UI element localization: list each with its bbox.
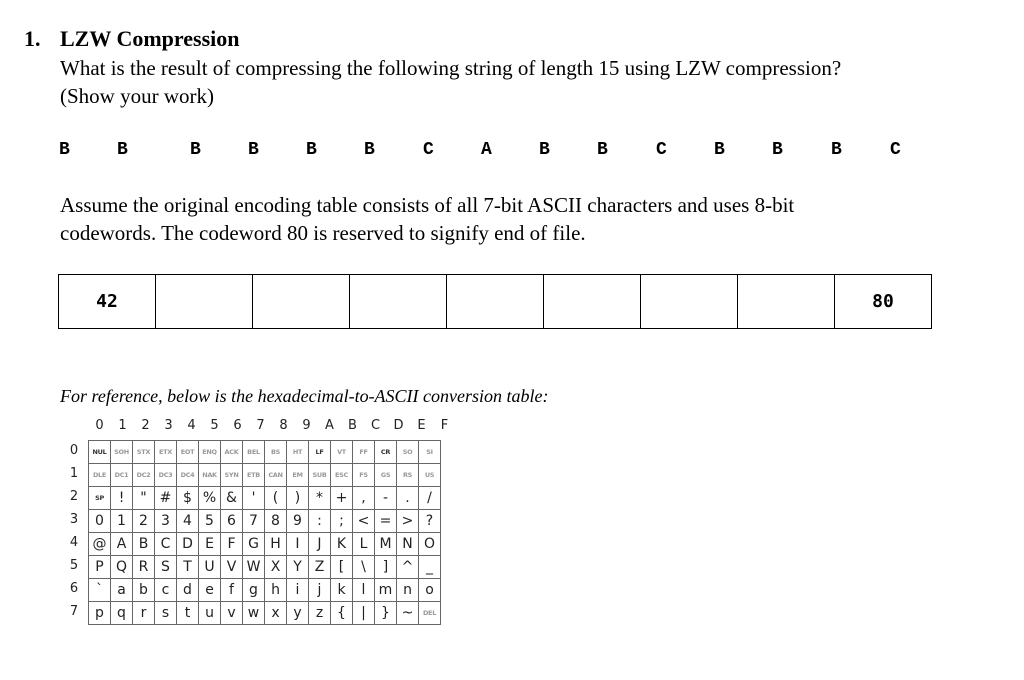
- ascii-cell: FS: [353, 464, 375, 487]
- sequence-char: B: [190, 140, 201, 160]
- ascii-cell: |: [353, 602, 375, 625]
- sequence-char: B: [714, 140, 725, 160]
- ascii-cell: ": [133, 487, 155, 510]
- ascii-cell: E: [199, 533, 221, 556]
- ascii-cell: 1: [111, 510, 133, 533]
- ascii-cell: ): [287, 487, 309, 510]
- ascii-col-header: 4: [187, 418, 196, 433]
- ascii-row-label: 4: [69, 535, 79, 550]
- ascii-cell: L: [353, 533, 375, 556]
- ascii-col-header: C: [370, 418, 381, 433]
- sequence-char: B: [831, 140, 842, 160]
- ascii-cell: !: [111, 487, 133, 510]
- ascii-cell: _: [419, 556, 441, 579]
- ascii-col-header: 2: [141, 418, 150, 433]
- ascii-col-header: A: [325, 418, 334, 433]
- ascii-cell: `: [89, 579, 111, 602]
- ascii-cell: v: [221, 602, 243, 625]
- sequence-char: B: [539, 140, 550, 160]
- ascii-cell: K: [331, 533, 353, 556]
- ascii-row: [89, 579, 441, 602]
- ascii-cell: H: [265, 533, 287, 556]
- ascii-cell: /: [419, 487, 441, 510]
- ascii-cell: ?: [419, 510, 441, 533]
- ascii-col-header: 1: [118, 418, 127, 433]
- sequence-char: C: [656, 140, 667, 160]
- ascii-cell: ,: [353, 487, 375, 510]
- ascii-cell: i: [287, 579, 309, 602]
- ascii-col-header: 0: [95, 418, 104, 433]
- ascii-cell: V: [221, 556, 243, 579]
- ascii-cell: y: [287, 602, 309, 625]
- question-title: [24, 26, 240, 52]
- ascii-cell: $: [177, 487, 199, 510]
- sequence-char: A: [481, 140, 492, 160]
- ascii-col-header: F: [440, 418, 449, 433]
- codeword-row: [59, 275, 932, 329]
- question-text-line-2: (Show your work): [60, 84, 214, 108]
- ascii-cell: o: [419, 579, 441, 602]
- ascii-row-label: 2: [69, 489, 79, 504]
- codeword-cell[interactable]: [156, 275, 253, 329]
- ascii-cell: ACK: [221, 441, 243, 464]
- codeword-answer-table: [58, 274, 932, 329]
- ascii-cell: (: [265, 487, 287, 510]
- ascii-cell: ;: [331, 510, 353, 533]
- ascii-cell: b: [133, 579, 155, 602]
- ascii-cell: g: [243, 579, 265, 602]
- ascii-cell: Y: [287, 556, 309, 579]
- codeword-cell[interactable]: 80: [835, 275, 932, 329]
- ascii-cell: Q: [111, 556, 133, 579]
- ascii-cell: SO: [397, 441, 419, 464]
- ascii-cell: X: [265, 556, 287, 579]
- ascii-row-label: 6: [69, 581, 79, 596]
- ascii-cell: BEL: [243, 441, 265, 464]
- ascii-cell: p: [89, 602, 111, 625]
- ascii-col-header: D: [393, 418, 404, 433]
- ascii-cell: DC3: [155, 464, 177, 487]
- ascii-cell: 3: [155, 510, 177, 533]
- sequence-char: B: [59, 140, 70, 160]
- ascii-cell: LF: [309, 441, 331, 464]
- ascii-cell: BS: [265, 441, 287, 464]
- ascii-cell: FF: [353, 441, 375, 464]
- ascii-cell: ^: [397, 556, 419, 579]
- ascii-cell: US: [419, 464, 441, 487]
- ascii-cell: c: [155, 579, 177, 602]
- ascii-row-label: 5: [69, 558, 79, 573]
- ascii-cell: &: [221, 487, 243, 510]
- assumption-text: [60, 191, 794, 247]
- sequence-char: B: [772, 140, 783, 160]
- ascii-col-header: 3: [164, 418, 173, 433]
- ascii-col-header: 8: [279, 418, 288, 433]
- question-number: 1.: [24, 26, 41, 51]
- ascii-cell: CR: [375, 441, 397, 464]
- ascii-cell: DEL: [419, 602, 441, 625]
- codeword-cell[interactable]: [738, 275, 835, 329]
- ascii-row: [89, 602, 441, 625]
- ascii-cell: =: [375, 510, 397, 533]
- ascii-cell: 6: [221, 510, 243, 533]
- assumption-line-1: Assume the original encoding table consists of all 7-bit ASCII characters and uses 8-bit: [60, 193, 795, 217]
- ascii-cell: SOH: [111, 441, 133, 464]
- ascii-row: [89, 533, 441, 556]
- ascii-row: [89, 464, 441, 487]
- codeword-cell[interactable]: [544, 275, 641, 329]
- ascii-cell: z: [309, 602, 331, 625]
- ascii-cell: >: [397, 510, 419, 533]
- ascii-cell: :: [309, 510, 331, 533]
- ascii-col-header: 6: [233, 418, 242, 433]
- codeword-cell[interactable]: [350, 275, 447, 329]
- ascii-cell: M: [375, 533, 397, 556]
- ascii-cell: +: [331, 487, 353, 510]
- question-text-line-1: What is the result of compressing the following string of length 15 using LZW compression?: [60, 56, 842, 80]
- ascii-cell: I: [287, 533, 309, 556]
- ascii-row-label: 7: [69, 604, 79, 619]
- ascii-cell: SUB: [309, 464, 331, 487]
- ascii-cell: m: [375, 579, 397, 602]
- ascii-cell: SI: [419, 441, 441, 464]
- ascii-cell: [: [331, 556, 353, 579]
- ascii-cell: SP: [89, 487, 111, 510]
- ascii-cell: STX: [133, 441, 155, 464]
- ascii-cell: d: [177, 579, 199, 602]
- ascii-cell: 7: [243, 510, 265, 533]
- ascii-cell: ~: [397, 602, 419, 625]
- ascii-cell: #: [155, 487, 177, 510]
- ascii-cell: SYN: [221, 464, 243, 487]
- ascii-row: [89, 441, 441, 464]
- ascii-cell: EM: [287, 464, 309, 487]
- ascii-cell: ]: [375, 556, 397, 579]
- ascii-cell: @: [89, 533, 111, 556]
- ascii-cell: t: [177, 602, 199, 625]
- ascii-cell: W: [243, 556, 265, 579]
- ascii-row-label: 0: [69, 443, 79, 458]
- sequence-char: C: [423, 140, 434, 160]
- ascii-cell: f: [221, 579, 243, 602]
- ascii-cell: CAN: [265, 464, 287, 487]
- ascii-cell: J: [309, 533, 331, 556]
- reference-label: For reference, below is the hexadecimal-to-ASCII conversion table:: [60, 386, 549, 406]
- ascii-cell: 4: [177, 510, 199, 533]
- ascii-col-header: 7: [256, 418, 265, 433]
- codeword-cell[interactable]: [641, 275, 738, 329]
- ascii-cell: 2: [133, 510, 155, 533]
- codeword-cell[interactable]: [253, 275, 350, 329]
- ascii-cell: l: [353, 579, 375, 602]
- ascii-col-header: E: [417, 418, 426, 433]
- ascii-cell: \: [353, 556, 375, 579]
- ascii-cell: ESC: [331, 464, 353, 487]
- ascii-cell: x: [265, 602, 287, 625]
- ascii-cell: e: [199, 579, 221, 602]
- ascii-cell: ENQ: [199, 441, 221, 464]
- ascii-cell: R: [133, 556, 155, 579]
- ascii-cell: 8: [265, 510, 287, 533]
- ascii-cell: HT: [287, 441, 309, 464]
- ascii-row: [89, 510, 441, 533]
- ascii-cell: w: [243, 602, 265, 625]
- ascii-cell: GS: [375, 464, 397, 487]
- codeword-cell[interactable]: 42: [59, 275, 156, 329]
- ascii-cell: .: [397, 487, 419, 510]
- ascii-cell: D: [177, 533, 199, 556]
- ascii-cell: DC1: [111, 464, 133, 487]
- ascii-cell: A: [111, 533, 133, 556]
- question-text: [60, 54, 841, 110]
- ascii-cell: DC4: [177, 464, 199, 487]
- ascii-cell: n: [397, 579, 419, 602]
- ascii-cell: VT: [331, 441, 353, 464]
- assumption-line-2: codewords. The codeword 80 is reserved to signify end of file.: [60, 221, 586, 245]
- ascii-cell: %: [199, 487, 221, 510]
- sequence-char: B: [306, 140, 317, 160]
- ascii-cell: ETX: [155, 441, 177, 464]
- ascii-cell: F: [221, 533, 243, 556]
- ascii-cell: P: [89, 556, 111, 579]
- ascii-cell: DC2: [133, 464, 155, 487]
- question-title-text: LZW Compression: [60, 26, 240, 51]
- ascii-cell: q: [111, 602, 133, 625]
- ascii-row: [89, 487, 441, 510]
- ascii-cell: NAK: [199, 464, 221, 487]
- ascii-cell: {: [331, 602, 353, 625]
- ascii-cell: 5: [199, 510, 221, 533]
- ascii-cell: a: [111, 579, 133, 602]
- ascii-cell: 0: [89, 510, 111, 533]
- ascii-row-label: 1: [69, 466, 79, 481]
- ascii-cell: j: [309, 579, 331, 602]
- ascii-cell: S: [155, 556, 177, 579]
- ascii-cell: DLE: [89, 464, 111, 487]
- ascii-cell: }: [375, 602, 397, 625]
- ascii-col-header: 5: [210, 418, 219, 433]
- ascii-cell: u: [199, 602, 221, 625]
- ascii-row-label: 3: [69, 512, 79, 527]
- sequence-char: B: [597, 140, 608, 160]
- ascii-cell: -: [375, 487, 397, 510]
- ascii-cell: 9: [287, 510, 309, 533]
- ascii-cell: B: [133, 533, 155, 556]
- sequence-char: C: [890, 140, 901, 160]
- sequence-char: B: [364, 140, 375, 160]
- ascii-cell: Z: [309, 556, 331, 579]
- ascii-cell: r: [133, 602, 155, 625]
- sequence-char: B: [248, 140, 259, 160]
- input-string-sequence: [0, 140, 1024, 162]
- ascii-cell: G: [243, 533, 265, 556]
- ascii-cell: ETB: [243, 464, 265, 487]
- ascii-cell: h: [265, 579, 287, 602]
- ascii-cell: ': [243, 487, 265, 510]
- ascii-cell: C: [155, 533, 177, 556]
- ascii-row: [89, 556, 441, 579]
- ascii-cell: N: [397, 533, 419, 556]
- ascii-col-header: B: [348, 418, 357, 433]
- ascii-conversion-table: [88, 440, 441, 625]
- ascii-col-header: 9: [302, 418, 311, 433]
- ascii-cell: U: [199, 556, 221, 579]
- ascii-cell: RS: [397, 464, 419, 487]
- ascii-cell: NUL: [89, 441, 111, 464]
- ascii-cell: O: [419, 533, 441, 556]
- ascii-cell: <: [353, 510, 375, 533]
- ascii-cell: k: [331, 579, 353, 602]
- ascii-cell: *: [309, 487, 331, 510]
- sequence-char: B: [117, 140, 128, 160]
- ascii-cell: EOT: [177, 441, 199, 464]
- ascii-cell: s: [155, 602, 177, 625]
- codeword-cell[interactable]: [447, 275, 544, 329]
- ascii-cell: T: [177, 556, 199, 579]
